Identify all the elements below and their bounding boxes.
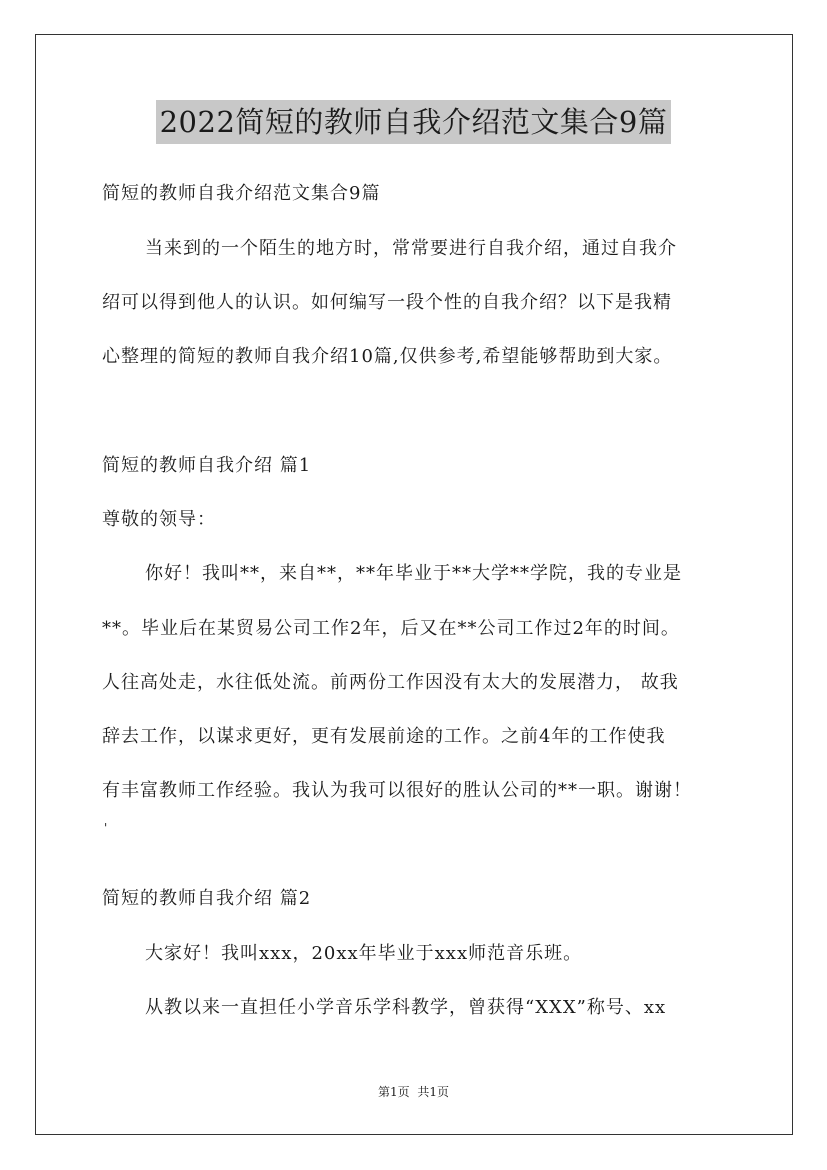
section1-line-3: 人往高处走，水往低处流。前两份工作因没有太大的发展潜力， 故我 (102, 672, 679, 693)
section1-line-2: **。毕业后在某贸易公司工作2年，后又在**公司工作过2年的时间。 (102, 618, 680, 639)
page-number: 第1页 (377, 1085, 410, 1099)
stray-mark: ' (104, 821, 108, 835)
page-total: 共1页 (417, 1085, 450, 1099)
intro-line-1: 当来到的一个陌生的地方时，常常要进行自我介绍，通过自我介 (145, 238, 677, 259)
section1-heading: 简短的教师自我介绍 篇1 (102, 455, 312, 476)
intro-line-3: 心整理的简短的教师自我介绍10篇,仅供参考,希望能够帮助到大家。 (102, 346, 673, 367)
document-title: 2022简短的教师自我介绍范文集合9篇 (156, 100, 672, 144)
section1-line-1: 你好！我叫**，来自**，**年毕业于**大学**学院，我的专业是 (145, 563, 682, 584)
section1-salutation: 尊敬的领导： (102, 509, 216, 530)
section2-heading: 简短的教师自我介绍 篇2 (102, 888, 312, 909)
intro-line-2: 绍可以得到他人的认识。如何编写一段个性的自我介绍？以下是我精 (102, 292, 672, 313)
section1-line-5: 有丰富教师工作经验。我认为我可以很好的胜认公司的**一职。谢谢！ (102, 780, 692, 801)
section2-line-2: 从教以来一直担任小学音乐学科教学，曾获得“XXX”称号、xx (145, 997, 667, 1018)
document-subtitle: 简短的教师自我介绍范文集合9篇 (102, 183, 381, 204)
section2-line-1: 大家好！我叫xxx，20xx年毕业于xxx师范音乐班。 (145, 943, 583, 964)
title-container (0, 100, 827, 144)
section1-line-4: 辞去工作，以谋求更好，更有发展前途的工作。之前4年的工作使我 (102, 726, 666, 747)
page-footer (0, 1084, 827, 1100)
